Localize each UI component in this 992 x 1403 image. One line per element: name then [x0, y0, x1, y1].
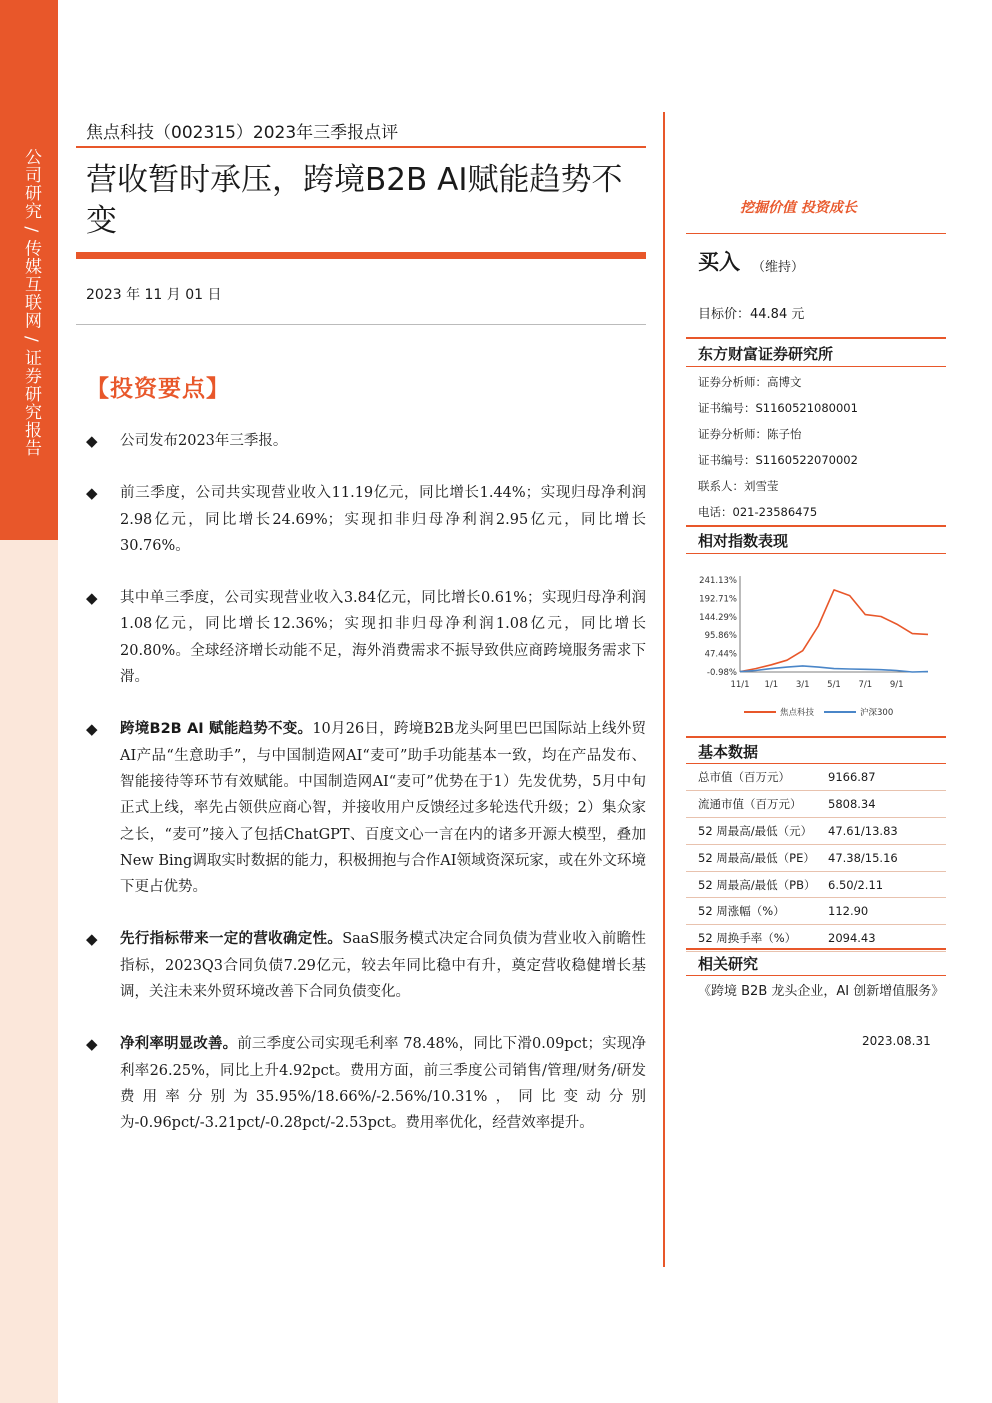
x-tick-label: 5/1: [827, 680, 841, 690]
institute-underline: [686, 366, 946, 367]
x-tick-label: 9/1: [889, 680, 904, 690]
row-value: 47.38/15.16: [828, 844, 946, 871]
row-label: 流通市值（百万元）: [686, 790, 828, 817]
key-point-lead: 先行指标带来一定的营收确定性。: [120, 931, 343, 948]
report-subtitle: 焦点科技（002315）2023年三季报点评: [86, 123, 399, 143]
rating: 买入: [698, 250, 740, 274]
row-label: 52 周最高/最低（PB）: [686, 871, 828, 898]
report-date: 2023 年 11 月 01 日: [86, 287, 222, 303]
chart-heading-rule: [686, 525, 946, 527]
related-report-link[interactable]: 《跨境 B2B 龙头企业，AI 创新增值服务》: [698, 984, 945, 999]
analyst-line: 证券分析师：陈子怡: [698, 427, 802, 441]
page-title: 营收暂时承压，跨境B2B AI赋能趋势不变: [86, 162, 623, 239]
legend-label: 焦点科技: [780, 708, 815, 718]
related-heading: 相关研究: [698, 955, 759, 973]
institute-rule: [686, 337, 946, 339]
row-value: 5808.34: [828, 790, 946, 817]
row-label: 52 周最高/最低（PE）: [686, 844, 828, 871]
column-divider: [663, 112, 665, 1267]
sidebar-tint: [0, 540, 58, 1403]
row-value: 112.90: [828, 898, 946, 925]
key-point-text: SaaS服务模式决定合同负债为营业收入前瞻性指标，2023Q3合同负债7.29亿元，较去年同比稳中有升，奠定营收稳健增长基调，关注未来外贸环境改善下合同负债变化。: [120, 931, 646, 1001]
related-heading-rule: [686, 948, 946, 950]
key-point-text: 公司发布2023年三季报。: [120, 433, 288, 449]
slogan: 挖掘价值 投资成长: [740, 200, 857, 216]
related-report-date: 2023.08.31: [862, 1034, 931, 1048]
row-label: 52 周涨幅（%）: [686, 898, 828, 925]
series-line-index: [740, 666, 928, 672]
analyst-line: 证券分析师：高博文: [698, 375, 802, 389]
row-value: 9166.87: [828, 764, 946, 790]
analyst-line: 电话：021-23586475: [698, 505, 818, 519]
diamond-bullet-icon: ◆: [86, 1035, 98, 1054]
rating-top-rule: [686, 233, 946, 234]
y-tick-label: 241.13%: [699, 576, 737, 586]
diamond-bullet-icon: ◆: [86, 589, 98, 608]
row-value: 2094.43: [828, 925, 946, 952]
row-label: 52 周换手率（%）: [686, 925, 828, 952]
x-tick-label: 7/1: [858, 680, 873, 690]
y-tick-label: 95.86%: [704, 631, 737, 642]
analyst-line: 证书编号：S1160521080001: [698, 401, 858, 415]
table-row: [686, 790, 946, 817]
analyst-line: 联系人：刘雪莹: [698, 479, 779, 493]
table-row: [686, 844, 946, 871]
row-label: 52 周最高/最低（元）: [686, 817, 828, 844]
key-point: [86, 926, 646, 1005]
x-tick-label: 1/1: [764, 680, 779, 690]
rating-note: （维持）: [752, 260, 805, 275]
key-point-text: 10月26日，跨境B2B龙头阿里巴巴国际站上线外贸AI产品“生意助手”，与中国制造网AI“麦可”助手功能基本一致，均在产品发布、智能接待等环节有效赋能。中国制造网AI“麦可”优势在于1）先发优势，5月中旬正式上线，率先占领供应商心智，并接收用户反馈经过多轮迭代升级；2）集众家之长，“麦可”接入了包括ChatGPT、百度文心一言在内的诸多开源大模型，叠加New Bing调取实时数据的能力，积极拥抱与合作AI领域资深玩家，或在外文环境下更占优势。: [120, 721, 647, 896]
header-divider: [76, 146, 646, 148]
y-tick-label: -0.98%: [706, 668, 737, 678]
key-point: [86, 585, 646, 690]
date-divider: [76, 324, 646, 325]
diamond-bullet-icon: ◆: [86, 484, 98, 503]
target-price: 目标价：44.84 元: [698, 307, 805, 322]
y-tick-label: 144.29%: [699, 612, 737, 623]
key-point: [86, 480, 646, 559]
diamond-bullet-icon: ◆: [86, 432, 98, 450]
x-tick-label: 11/1: [730, 680, 750, 690]
table-row: [686, 764, 946, 790]
related-heading-underline: [686, 975, 946, 976]
x-tick-label: 3/1: [795, 680, 810, 690]
diamond-bullet-icon: ◆: [86, 720, 98, 739]
row-value: 6.50/2.11: [828, 871, 946, 898]
basic-data-heading: 基本数据: [698, 743, 759, 761]
diamond-bullet-icon: ◆: [86, 930, 98, 949]
legend-label: 沪深300: [860, 708, 894, 718]
basic-data-table: [686, 764, 946, 952]
relative-performance-chart: [690, 568, 946, 726]
key-point-text: 其中单三季度，公司实现营业收入3.84亿元，同比增长0.61%；实现归母净利润1.08亿元，同比增长12.36%；实现扣非归母净利润1.08亿元，同比增长20.80%。全球经济增长动能不足，海外消费需求不振导致供应商跨境服务需求下滑。: [120, 590, 646, 686]
row-label: 总市值（百万元）: [686, 764, 828, 790]
key-point-text: 前三季度，公司共实现营业收入11.19亿元，同比增长1.44%；实现归母净利润2.98亿元，同比增长24.69%；实现扣非归母净利润2.95亿元，同比增长30.76%。: [120, 485, 646, 554]
key-points-list: [86, 428, 646, 1163]
key-point-lead: 跨境B2B AI 赋能趋势不变。: [120, 721, 313, 738]
chart-heading: 相对指数表现: [698, 532, 789, 550]
basic-heading-rule: [686, 736, 946, 738]
row-value: 47.61/13.83: [828, 817, 946, 844]
table-row: [686, 898, 946, 925]
key-point-text: 前三季度公司实现毛利率 78.48%，同比下滑0.09pct；实现净利率26.25%，同比上升4.92pct。费用方面，前三季度公司销售/管理/财务/研发费用率分别为35.95%/18.66%/-2.56%/10.31%，同比变动分别为-0.96pct/-3.21pct/-0.28pct/-2.53pct。费用率优化，经营效率提升。: [120, 1036, 646, 1132]
key-point-lead: 净利率明显改善。: [120, 1036, 238, 1053]
key-point: [86, 1031, 646, 1136]
y-tick-label: 47.44%: [704, 649, 737, 660]
sidebar-category: 公司研究 / 传媒互联网 / 证券研究报告: [21, 148, 41, 458]
series-line-stock: [740, 590, 928, 672]
key-point: [86, 428, 646, 454]
y-tick-label: 192.71%: [699, 594, 737, 605]
section-heading: 【投资要点】: [86, 376, 230, 402]
chart-heading-underline: [686, 553, 946, 554]
title-underline: [76, 252, 646, 259]
key-point: [86, 716, 646, 900]
analyst-line: 证书编号：S1160522070002: [698, 453, 858, 467]
table-row: [686, 871, 946, 898]
table-row: [686, 817, 946, 844]
institute-name: 东方财富证券研究所: [698, 345, 834, 363]
